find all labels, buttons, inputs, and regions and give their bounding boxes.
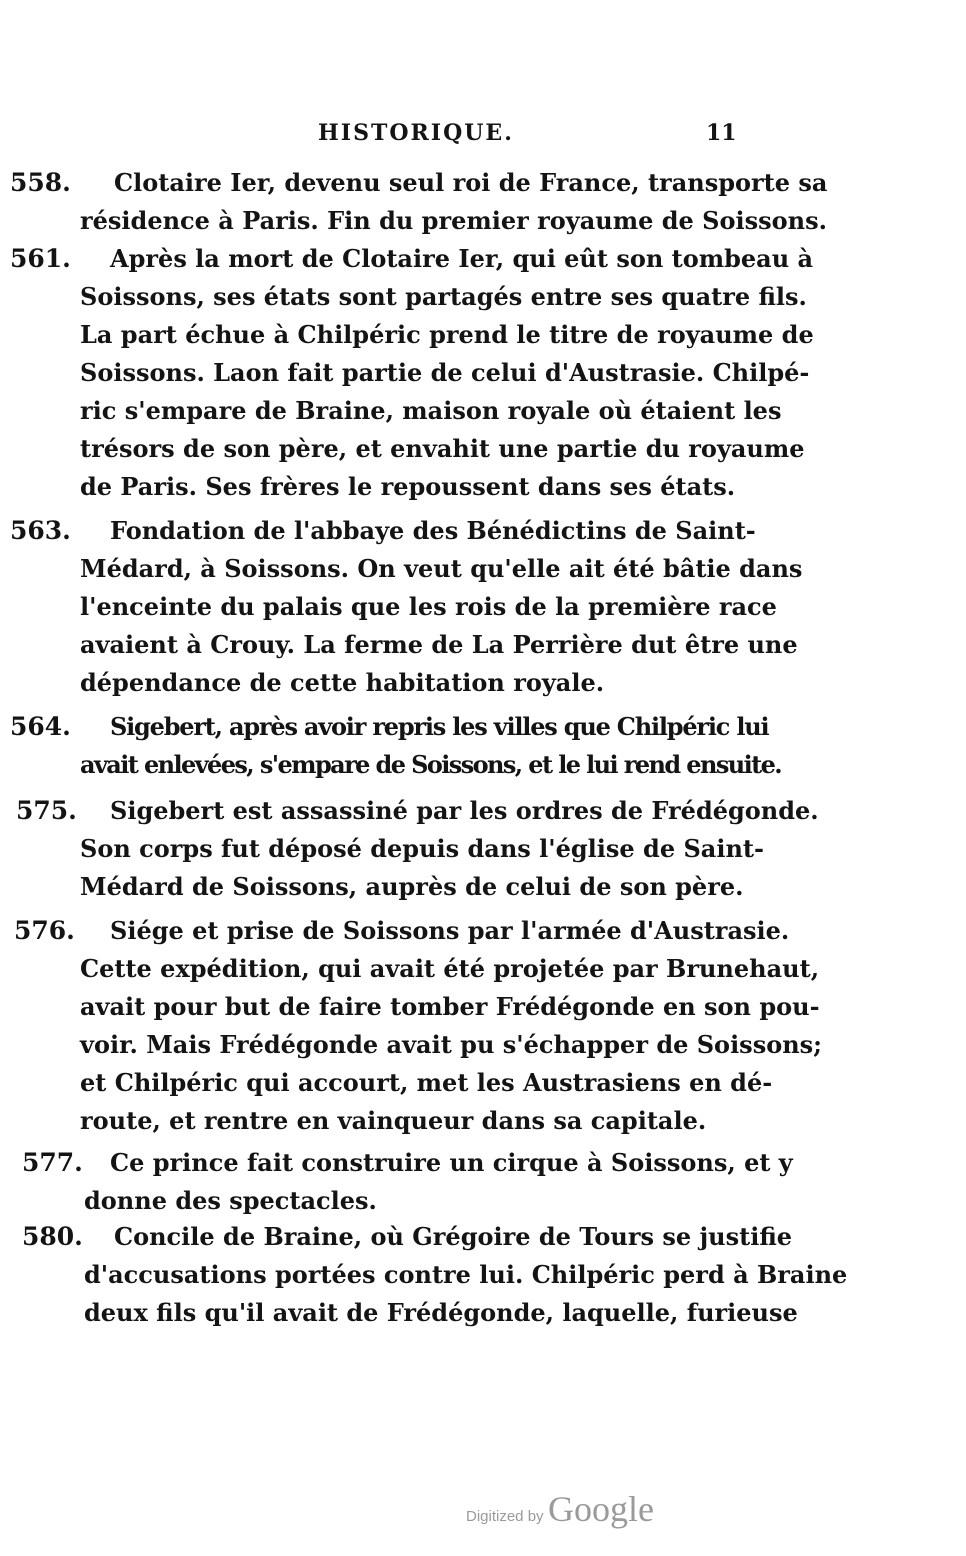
entry-line: trésors de son père, et envahit une partie du royaume	[80, 434, 805, 463]
entry-line: voir. Mais Frédégonde avait pu s'échapper de Soissons;	[80, 1030, 823, 1059]
entry-year: 577.	[22, 1148, 83, 1177]
entry-year: 561.	[10, 244, 71, 273]
entry-year: 564.	[10, 712, 71, 741]
entry-line: résidence à Paris. Fin du premier royaume de Soissons.	[80, 206, 827, 235]
entry-line: et Chilpéric qui accourt, met les Austrasiens en dé-	[80, 1068, 773, 1097]
entry-line: Médard, à Soissons. On veut qu'elle ait été bâtie dans	[80, 554, 803, 583]
digitized-watermark	[466, 1488, 654, 1530]
entry-line: avait enlevées, s'empare de Soissons, et le lui rend ensuite.	[80, 750, 782, 779]
entry-line: deux fils qu'il avait de Frédégonde, laquelle, furieuse	[84, 1298, 798, 1327]
entry-line: Siége et prise de Soissons par l'armée d'Austrasie.	[110, 916, 790, 945]
entry-line: Ce prince fait construire un cirque à Soissons, et y	[110, 1148, 793, 1177]
entry-line: d'accusations portées contre lui. Chilpéric perd à Braine	[84, 1260, 848, 1289]
running-head: HISTORIQUE.	[318, 120, 514, 146]
entry-line: Médard de Soissons, auprès de celui de son père.	[80, 872, 744, 901]
entry-line: Cette expédition, qui avait été projetée par Brunehaut,	[80, 954, 820, 983]
page-number: 11	[706, 120, 737, 146]
entry-year: 558.	[10, 168, 71, 197]
entry-line: Clotaire Ier, devenu seul roi de France, transporte sa	[114, 168, 828, 197]
entry-line: avaient à Crouy. La ferme de La Perrière dut être une	[80, 630, 798, 659]
watermark-logo: Google	[548, 1489, 654, 1529]
entry-line: de Paris. Ses frères le repoussent dans ses états.	[80, 472, 736, 501]
entry-line: Concile de Braine, où Grégoire de Tours se justifie	[114, 1222, 793, 1251]
entry-year: 563.	[10, 516, 71, 545]
entry-line: Sigebert est assassiné par les ordres de Frédégonde.	[110, 796, 819, 825]
entry-year: 580.	[22, 1222, 83, 1251]
entry-year: 575.	[16, 796, 77, 825]
entry-line: ric s'empare de Braine, maison royale où étaient les	[80, 396, 782, 425]
entry-line: La part échue à Chilpéric prend le titre de royaume de	[80, 320, 814, 349]
entry-line: Son corps fut déposé depuis dans l'église de Saint-	[80, 834, 764, 863]
entry-line: donne des spectacles.	[84, 1186, 377, 1215]
entry-line: l'enceinte du palais que les rois de la première race	[80, 592, 777, 621]
entry-year: 576.	[14, 916, 75, 945]
entry-line: Fondation de l'abbaye des Bénédictins de Saint-	[110, 516, 756, 545]
entry-line: Après la mort de Clotaire Ier, qui eût son tombeau à	[110, 244, 814, 273]
entry-line: Soissons, ses états sont partagés entre ses quatre fils.	[80, 282, 807, 311]
entry-line: dépendance de cette habitation royale.	[80, 668, 605, 697]
entry-line: route, et rentre en vainqueur dans sa capitale.	[80, 1106, 707, 1135]
watermark-prefix: Digitized by	[466, 1508, 544, 1525]
entry-line: Sigebert, après avoir repris les villes que Chilpéric lui	[110, 712, 769, 741]
entry-line: Soissons. Laon fait partie de celui d'Austrasie. Chilpé-	[80, 358, 810, 387]
entry-line: avait pour but de faire tomber Frédégonde en son pou-	[80, 992, 820, 1021]
